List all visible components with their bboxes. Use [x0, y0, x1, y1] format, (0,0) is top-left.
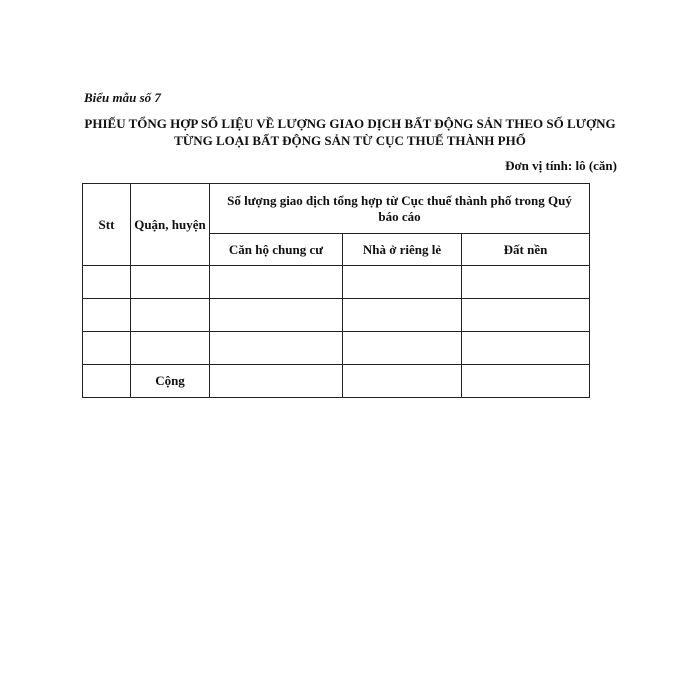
- table-cell[interactable]: [343, 332, 462, 365]
- total-label: Cộng: [131, 365, 210, 398]
- table-cell[interactable]: [343, 299, 462, 332]
- table-cell[interactable]: [131, 332, 210, 365]
- unit-label: Đơn vị tính: lô (căn): [505, 158, 617, 173]
- table-cell[interactable]: [462, 299, 590, 332]
- table-row: [83, 332, 590, 365]
- table-cell[interactable]: [343, 266, 462, 299]
- form-number: Biểu mẫu số 7: [84, 90, 161, 105]
- document-title-line-1: PHIẾU TỔNG HỢP SỐ LIỆU VỀ LƯỢNG GIAO DỊCH BẤT ĐỘNG SẢN THEO SỐ LƯỢNG: [84, 116, 616, 131]
- header-transaction-group: Số lượng giao dịch tổng hợp từ Cục thuế thành phố trong Quý báo cáo: [210, 184, 590, 234]
- table-header-row: [83, 184, 590, 234]
- table-cell[interactable]: [462, 365, 590, 398]
- document-title-line-2: TỪNG LOẠI BẤT ĐỘNG SẢN TỪ CỤC THUẾ THÀNH PHỐ: [174, 133, 526, 148]
- table-cell[interactable]: [343, 365, 462, 398]
- table-cell[interactable]: [210, 266, 343, 299]
- table-cell[interactable]: [131, 299, 210, 332]
- table-cell[interactable]: [462, 332, 590, 365]
- table-cell[interactable]: [83, 266, 131, 299]
- table-cell[interactable]: [210, 299, 343, 332]
- header-district: Quận, huyện: [131, 184, 210, 266]
- table-cell[interactable]: [131, 266, 210, 299]
- header-house: Nhà ở riêng lẻ: [343, 234, 462, 266]
- table-cell[interactable]: [210, 365, 343, 398]
- header-apartment: Căn hộ chung cư: [210, 234, 343, 266]
- table-cell[interactable]: [83, 365, 131, 398]
- table-cell[interactable]: [210, 332, 343, 365]
- header-stt: Stt: [83, 184, 131, 266]
- table-cell[interactable]: [83, 332, 131, 365]
- table-row: [83, 266, 590, 299]
- header-land: Đất nền: [462, 234, 590, 266]
- table-row: [83, 299, 590, 332]
- table-total-row: [83, 365, 590, 398]
- table-cell[interactable]: [83, 299, 131, 332]
- summary-table: [82, 183, 590, 398]
- table-cell[interactable]: [462, 266, 590, 299]
